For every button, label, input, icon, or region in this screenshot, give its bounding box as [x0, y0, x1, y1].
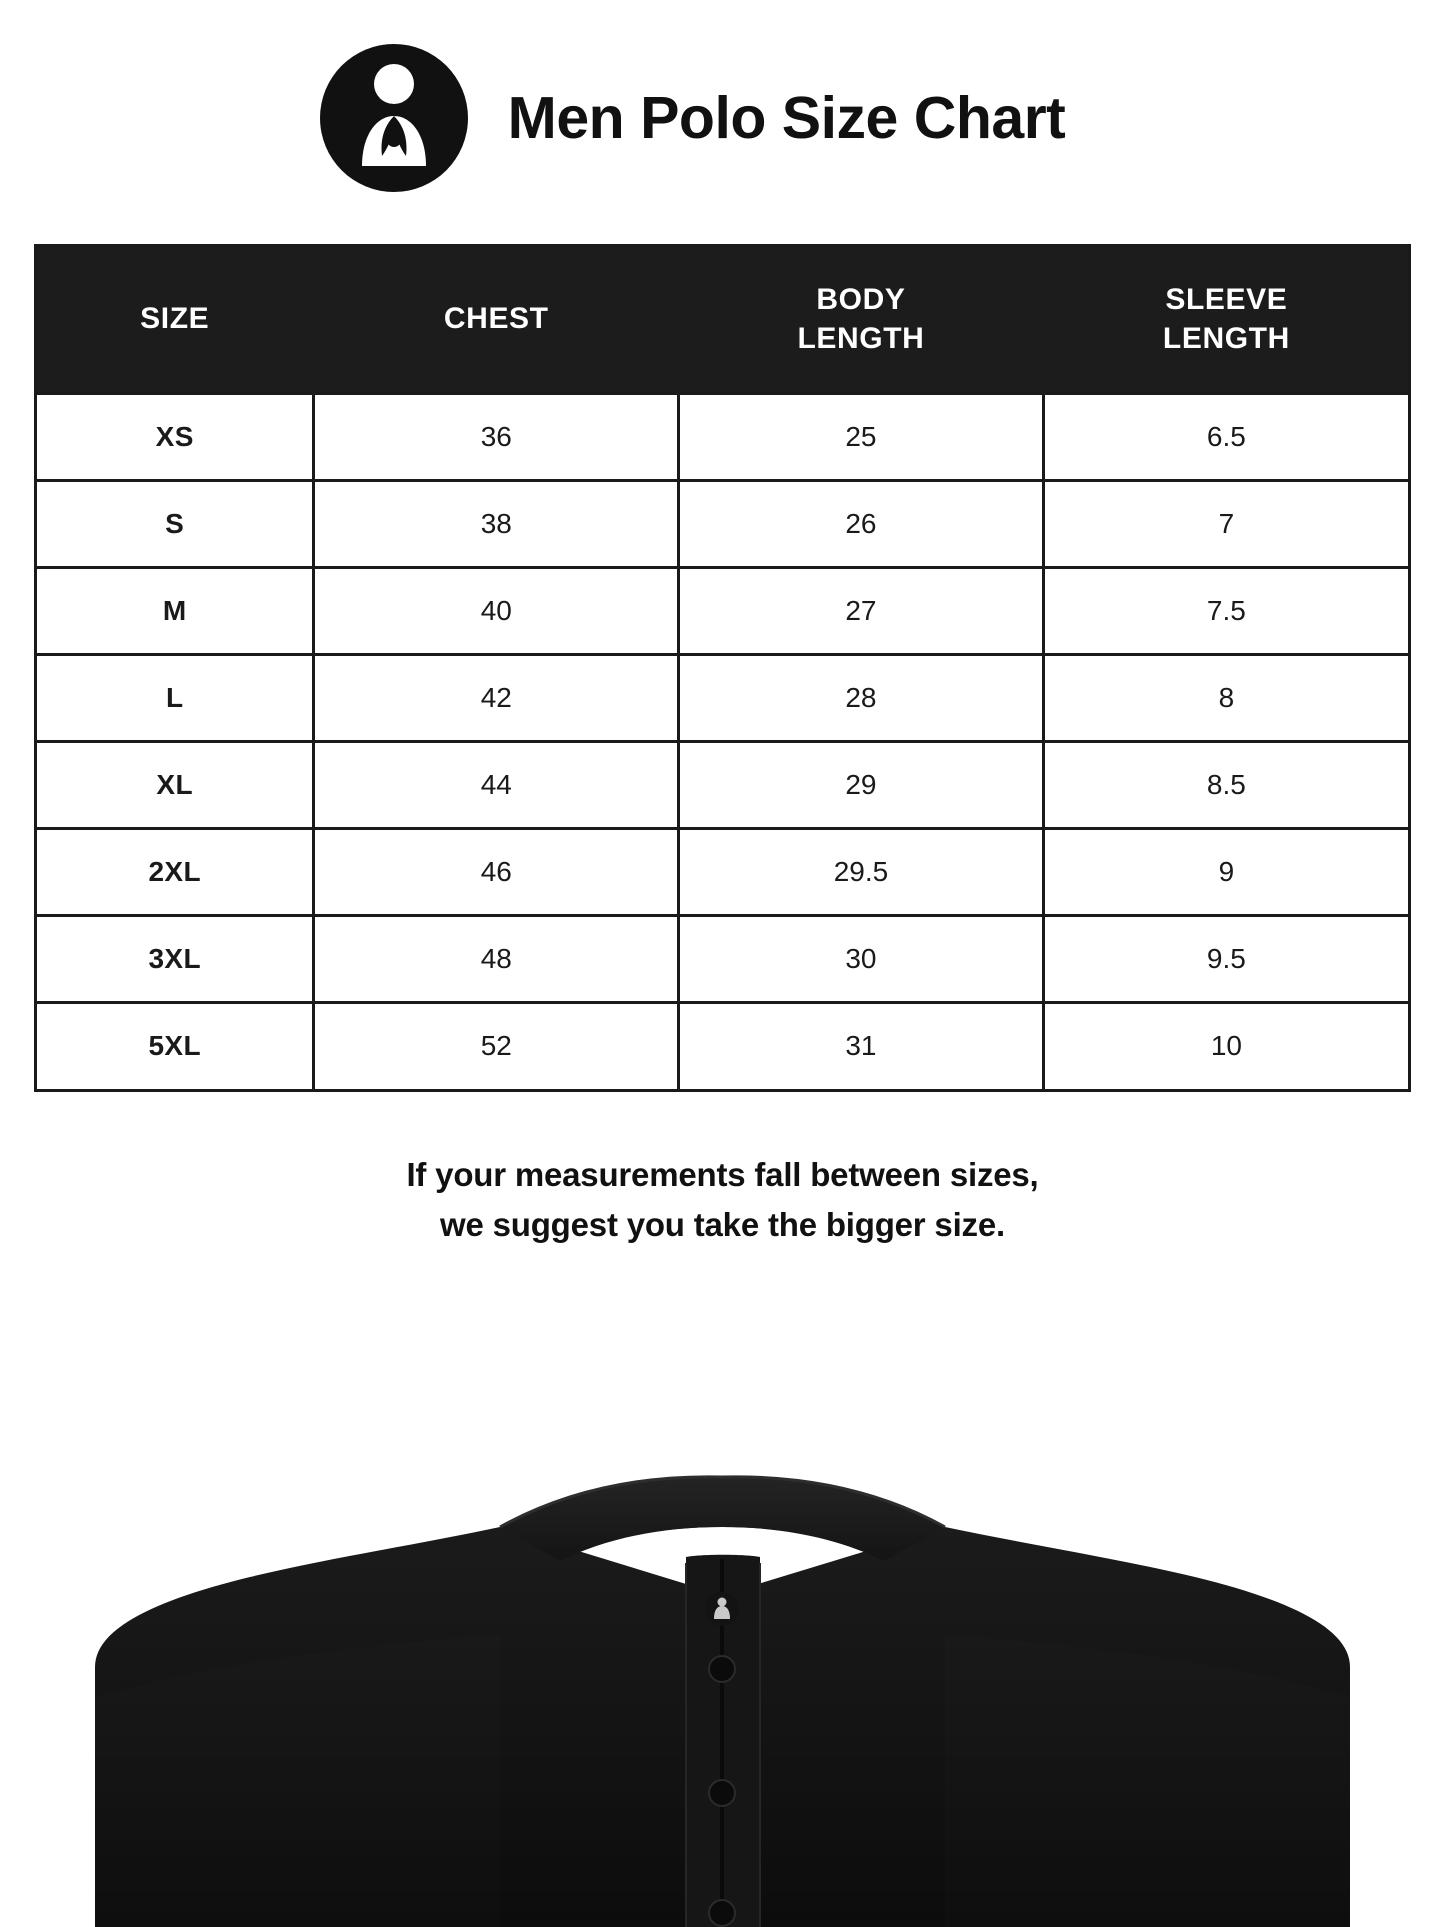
cell-body-length: 25: [679, 393, 1044, 480]
cell-chest: 52: [314, 1002, 679, 1089]
cell-sleeve-length: 8: [1043, 654, 1408, 741]
table-row: [37, 828, 1408, 915]
cell-chest: 48: [314, 915, 679, 1002]
table-row: [37, 567, 1408, 654]
table-row: [37, 915, 1408, 1002]
cell-size: 3XL: [37, 915, 314, 1002]
cell-sleeve-length: 7.5: [1043, 567, 1408, 654]
table-header-row: [37, 247, 1408, 393]
cell-size: XL: [37, 741, 314, 828]
column-header-chest-line1: CHEST: [443, 302, 549, 336]
cell-size: L: [37, 654, 314, 741]
column-header-body-length-line1: BODY: [816, 282, 906, 316]
table-row: [37, 741, 1408, 828]
cell-body-length: 26: [679, 480, 1044, 567]
cell-sleeve-length: 9: [1043, 828, 1408, 915]
cell-chest: 46: [314, 828, 679, 915]
cell-body-length: 28: [679, 654, 1044, 741]
size-table-container: [34, 244, 1411, 1092]
cell-chest: 44: [314, 741, 679, 828]
column-header-sleeve-length-line2: LENGTH: [1162, 322, 1290, 356]
column-header-body-length: [679, 247, 1044, 393]
cell-sleeve-length: 9.5: [1043, 915, 1408, 1002]
column-header-size-line1: SIZE: [140, 302, 210, 336]
table-row: [37, 393, 1408, 480]
cell-body-length: 29.5: [679, 828, 1044, 915]
cell-size: M: [37, 567, 314, 654]
cell-sleeve-length: 7: [1043, 480, 1408, 567]
cell-sleeve-length: 8.5: [1043, 741, 1408, 828]
cell-chest: 40: [314, 567, 679, 654]
table-row: [37, 480, 1408, 567]
product-image: [0, 1227, 1445, 1927]
cell-sleeve-length: 10: [1043, 1002, 1408, 1089]
cell-body-length: 31: [679, 1002, 1044, 1089]
sizing-note-line1: If your measurements fall between sizes,: [406, 1156, 1039, 1193]
cell-chest: 38: [314, 480, 679, 567]
column-header-sleeve-length: [1043, 247, 1408, 393]
cell-size: 5XL: [37, 1002, 314, 1089]
sizing-note-line2: we suggest you take the bigger size.: [440, 1206, 1005, 1244]
cell-sleeve-length: 6.5: [1043, 393, 1408, 480]
brand-logo-icon: [320, 44, 468, 192]
size-table: [37, 247, 1408, 1089]
cell-chest: 42: [314, 654, 679, 741]
cell-size: 2XL: [37, 828, 314, 915]
cell-body-length: 29: [679, 741, 1044, 828]
cell-size: XS: [37, 393, 314, 480]
column-header-size: [37, 247, 314, 393]
column-header-body-length-line2: LENGTH: [797, 322, 925, 356]
column-header-chest: [314, 247, 679, 393]
column-header-sleeve-length-line1: SLEEVE: [1165, 282, 1288, 316]
cell-body-length: 27: [679, 567, 1044, 654]
page-header: [0, 0, 1445, 192]
shirt-chest-logo-icon: [705, 1592, 739, 1626]
page-title: Men Polo Size Chart: [507, 85, 1066, 151]
table-row: [37, 1002, 1408, 1089]
cell-body-length: 30: [679, 915, 1044, 1002]
cell-chest: 36: [314, 393, 679, 480]
cell-size: S: [37, 480, 314, 567]
table-row: [37, 654, 1408, 741]
